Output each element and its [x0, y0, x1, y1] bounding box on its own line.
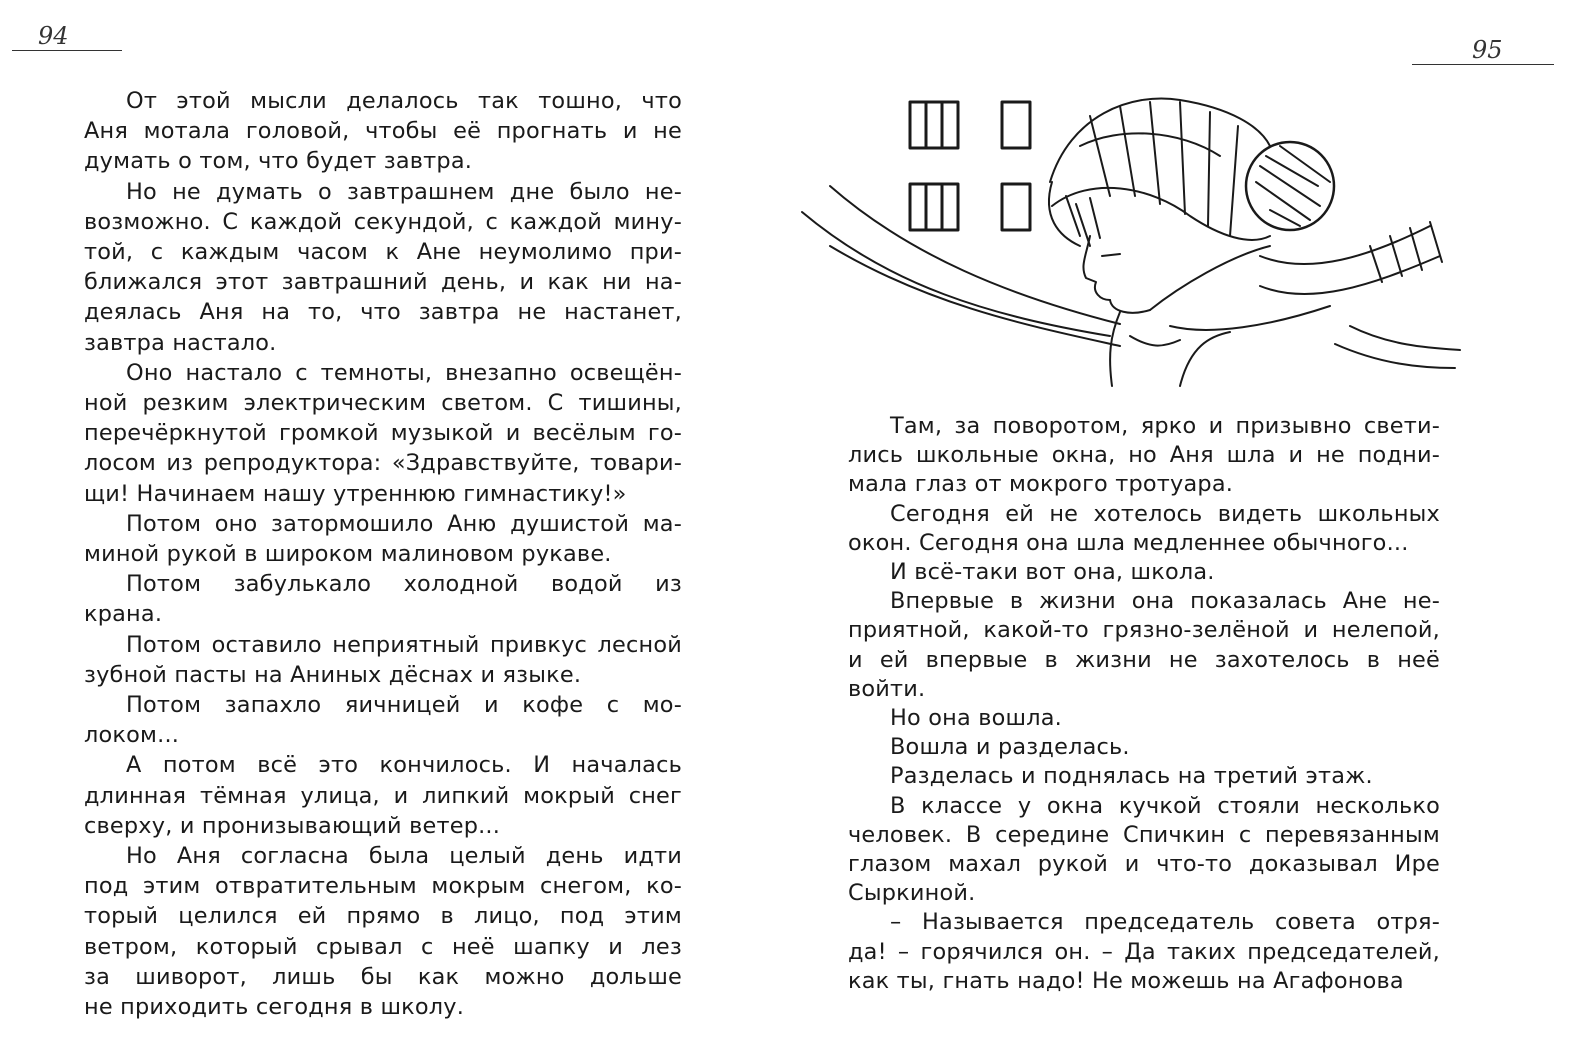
text-line: возможно. С каждой секундой, с каждой мину- — [84, 208, 682, 235]
paragraph — [848, 733, 1440, 762]
wind-lines — [802, 186, 1460, 368]
text-line: Потом оставило неприятный привкус лесной — [126, 631, 682, 658]
text-line: Аня мотала головой, чтобы её прогнать и не — [84, 118, 682, 145]
text-line: Потом оно затормошило Аню душистой ма- — [126, 510, 682, 537]
text-line: деялась Аня на то, что завтра не настанет, — [84, 299, 682, 326]
text-line: ближался этот завтрашний день, и как ни на- — [84, 269, 682, 296]
text-line: Сыркиной. — [848, 880, 976, 907]
text-line: Там, за поворотом, ярко и призывно свети- — [890, 413, 1440, 439]
paragraph — [848, 558, 1440, 587]
text-line: лись школьные окна, но Аня шла и не подни- — [848, 442, 1440, 469]
paragraph — [84, 841, 682, 1022]
text-line: как ты, гнать надо! Не можешь на Агафонова — [848, 967, 1404, 994]
text-line: длинная тёмная улица, и липкий мокрый снег — [84, 782, 682, 809]
text-line: Но не думать о завтрашнем дне было не- — [126, 178, 682, 205]
text-line: окон. Сегодня она шла медленнее обычного... — [848, 529, 1409, 556]
header-rule-left — [12, 50, 122, 51]
text-line: ной резким электрическим светом. С тишины, — [84, 390, 682, 417]
text-line: ветром, который срывал с неё шапку и лез — [84, 933, 682, 960]
text-line: да! – горячился он. – Да таких председателей, — [848, 938, 1440, 965]
paragraph — [848, 412, 1440, 500]
text-line: завтра настало. — [84, 329, 277, 356]
paragraph — [848, 704, 1440, 733]
paragraph — [848, 908, 1440, 996]
paragraph — [84, 509, 682, 569]
page-number-right: 95 — [1472, 36, 1503, 64]
text-line: Сегодня ей не хотелось видеть школьных — [890, 500, 1440, 527]
text-line: И всё-таки вот она, школа. — [890, 559, 1215, 586]
right-page — [780, 0, 1572, 1044]
text-line: крана. — [84, 601, 163, 628]
paragraph — [848, 587, 1440, 704]
paragraph — [848, 762, 1440, 791]
left-page-text — [84, 86, 682, 1022]
paragraph — [84, 86, 682, 177]
left-page — [0, 0, 760, 1044]
text-line: человек. В середине Спичкин с перевязанным — [848, 821, 1440, 848]
text-line: сверху, и пронизывающий ветер... — [84, 812, 501, 839]
paragraph — [848, 500, 1440, 558]
paragraph — [84, 177, 682, 358]
text-line: Потом запахло яичницей и кофе с мо- — [126, 692, 682, 719]
building-windows — [910, 102, 1030, 230]
text-line: войти. — [848, 675, 926, 702]
text-line: миной рукой в широком малиновом рукаве. — [84, 541, 612, 568]
text-line: В классе у окна кучкой стояли несколько — [890, 792, 1440, 819]
text-line: Но она вошла. — [890, 705, 1062, 732]
text-line: щи! Начинаем нашу утреннюю гимнастику!» — [84, 480, 627, 507]
paragraph — [84, 750, 682, 841]
text-line: Оно настало с темноты, внезапно освещён- — [126, 359, 682, 386]
paragraph — [84, 630, 682, 690]
text-line: Потом забулькало холодной водой из — [126, 571, 682, 598]
text-line: Разделась и поднялась на третий этаж. — [890, 763, 1373, 790]
text-line: локом... — [84, 722, 180, 749]
hat-pompom — [1246, 142, 1334, 230]
text-line: той, с каждым часом к Ане неумолимо при- — [84, 239, 682, 266]
paragraph — [84, 690, 682, 750]
right-page-text — [848, 412, 1440, 996]
text-line: – Называется председатель совета отря- — [890, 909, 1440, 936]
text-line: Но Аня согласна была целый день идти — [126, 843, 682, 870]
text-line: думать о том, что будет завтра. — [84, 148, 473, 175]
paragraph — [84, 569, 682, 629]
page-number-left: 94 — [38, 22, 69, 50]
text-line: Впервые в жизни она показалась Ане не- — [890, 588, 1440, 615]
text-line: От этой мысли делалось так тошно, что — [126, 88, 682, 114]
paragraph — [84, 358, 682, 509]
text-line: А потом всё это кончилось. И началась — [126, 752, 682, 779]
text-line: за шиворот, лишь бы как можно дольше — [84, 963, 682, 990]
paragraph — [848, 792, 1440, 909]
text-line: не приходить сегодня в школу. — [84, 994, 465, 1021]
text-line: торый целился ей прямо в лицо, под этим — [84, 903, 682, 930]
text-line: приятной, какой-то грязно-зелёной и нелепой, — [848, 617, 1440, 644]
text-line: Вошла и разделась. — [890, 734, 1130, 761]
text-line: мала глаз от мокрого тротуара. — [848, 471, 1234, 498]
text-line: и ей впервые в жизни не захотелось в неё — [848, 646, 1440, 673]
knitted-hat — [1050, 99, 1270, 240]
header-rule-right — [1412, 64, 1554, 65]
girl-face — [1049, 182, 1150, 313]
text-line: зубной пасты на Аниных дёснах и языке. — [84, 661, 582, 688]
text-line: лосом из репродуктора: «Здравствуйте, товари- — [84, 450, 682, 477]
text-line: перечёркнутой громкой музыкой и весёлым го- — [84, 420, 682, 447]
girl-in-knitted-hat-drawing — [790, 86, 1470, 406]
text-line: под этим отвратительным мокрым снегом, ко- — [84, 873, 682, 900]
text-line: глазом махал рукой и что-то доказывал Ире — [848, 851, 1440, 878]
